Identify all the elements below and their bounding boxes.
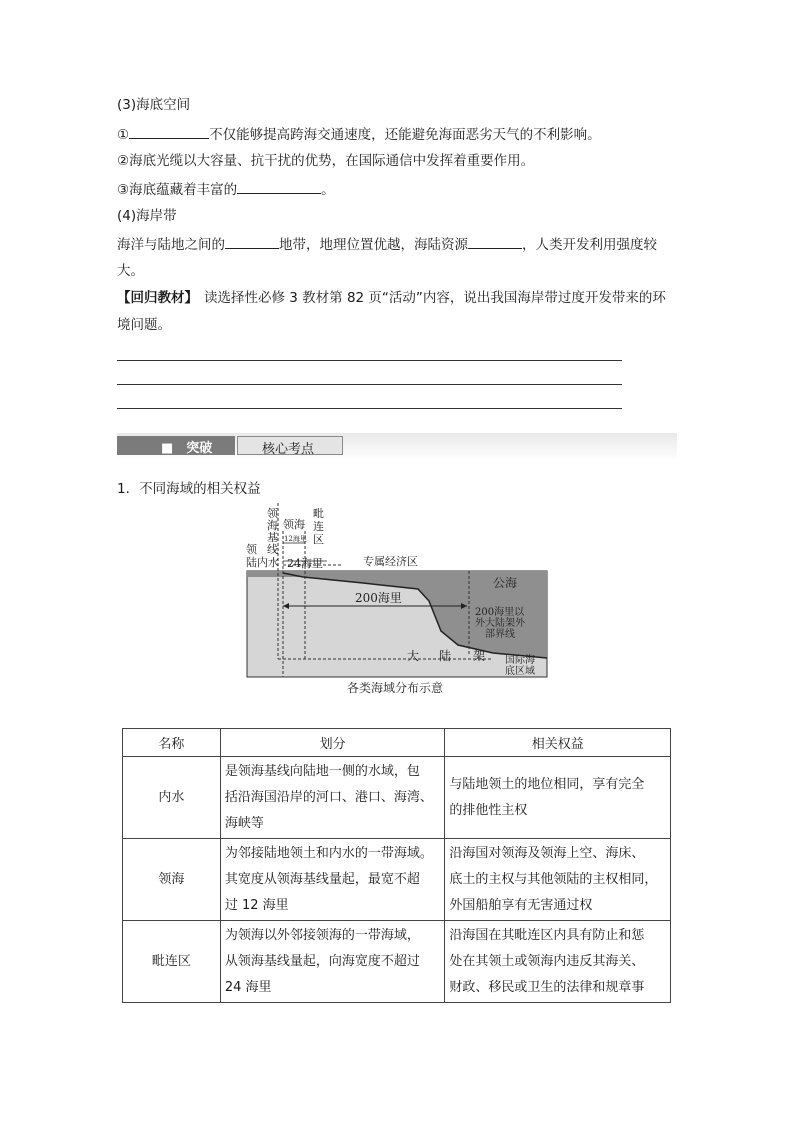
section3-item1 [117, 124, 601, 144]
cell-rights [445, 839, 671, 921]
label-baseline: 线 [267, 543, 278, 556]
section4-line2: 大。 [117, 263, 144, 279]
text-line: 沿海国对领海及领海上空、海床、 [449, 845, 645, 861]
cell-division [220, 757, 445, 839]
label-seabed-area: 底区域 [505, 666, 535, 677]
text-line: 从领海基线量起，向海宽度不超过 [224, 953, 420, 969]
fill-blank[interactable] [225, 234, 279, 249]
header-rights: 相关权益 [445, 729, 671, 757]
cell-rights [445, 921, 671, 1003]
text-line: 财政、移民或卫生的法律和规章事 [449, 979, 645, 995]
review-tag: 【回归教材】 [117, 290, 198, 306]
item1-title: 1．不同海域的相关权益 [117, 481, 261, 497]
cell-division [220, 921, 445, 1003]
sea-zones-table [122, 728, 671, 1003]
diagram-caption: 各类海域分布示意 [347, 681, 444, 695]
label-contiguous-zone: 区 [313, 533, 324, 546]
text-line: 是领海基线向陆地一侧的水域，包 [224, 763, 420, 779]
banner-left-label: ■ 突破 [161, 441, 213, 456]
label-outer-shelf: 200海里以 [475, 607, 525, 618]
cell-rights [445, 757, 671, 839]
label-continental-shelf: 架 [473, 649, 486, 663]
text-line: 为领海以外邻接领海的一带海域， [224, 927, 420, 943]
label-baseline: 海 [267, 519, 278, 532]
fill-blank[interactable] [468, 234, 522, 249]
label-eez: 专属经济区 [363, 555, 418, 568]
label-twelve-nm: 12海里 [284, 535, 307, 543]
label-two-hundred-nm: 200海里 [355, 591, 402, 605]
section3-heading: (3)海底空间 [117, 97, 191, 113]
banner-tag-dark [117, 436, 235, 455]
answer-line[interactable] [117, 360, 622, 361]
label-outer-shelf: 外大陆架外 [475, 618, 525, 629]
label-baseline: 领 [267, 507, 278, 520]
s4-text-c: ，人类开发利用强度较 [522, 237, 657, 253]
text-line: 沿海国在其毗连区内具有防止和惩 [449, 927, 645, 943]
label-land: 陆 [246, 556, 257, 569]
text-line: 其宽度从领海基线量起，最宽不超 [224, 871, 420, 887]
review-text: 读选择性必修 3 教材第 82 页“活动”内容，说出我国海岸带过度开发带来的环 [204, 290, 666, 306]
label-twenty-four-nm: 24海里 [287, 557, 323, 570]
fill-blank[interactable] [237, 179, 321, 194]
label-seabed-area: 国际海 [505, 655, 535, 666]
sea-zones-diagram [243, 503, 553, 695]
section4-line1 [117, 234, 657, 254]
text-line: 底土的主权与其他领陆的主权相同， [449, 871, 658, 887]
review-line1 [117, 289, 666, 307]
label-internal-water: 水 [268, 556, 279, 569]
text-line: 与陆地领土的地位相同，享有完全 [449, 776, 645, 792]
header-name: 名称 [123, 729, 221, 757]
review-line2: 境问题。 [117, 317, 171, 333]
section4-heading: (4)海岸带 [117, 208, 177, 224]
answer-line[interactable] [117, 384, 622, 385]
table-row [123, 839, 671, 921]
label-high-seas: 公海 [493, 576, 518, 590]
text-line: 海峡等 [224, 815, 264, 831]
label-continental-shelf: 大 [407, 649, 420, 663]
table-row [123, 921, 671, 1003]
item1-prefix: ① [117, 127, 130, 143]
text-line: 24 海里 [224, 979, 272, 995]
table-row [123, 757, 671, 839]
text-line: 为邻接陆地领土和内水的一带海域。 [224, 845, 433, 861]
section3-item3 [117, 179, 335, 199]
item3-prefix: ③海底蕴藏着丰富的 [117, 182, 238, 198]
label-contiguous-zone: 连 [313, 520, 324, 533]
label-outer-shelf: 部界线 [485, 629, 515, 640]
label-land: 领 [246, 543, 257, 556]
text-line: 外国船舶享有无害通过权 [449, 897, 593, 913]
text-line: 处在其领土或领海内违反其海关、 [449, 953, 645, 969]
section3-item2: ②海底光缆以大容量、抗干扰的优势，在国际通信中发挥着重要作用。 [117, 153, 535, 169]
text-line: 括沿海国沿岸的河口、港口、海湾、 [224, 789, 433, 805]
item1-suffix: 不仅能够提高跨海交通速度，还能避免海面恶劣天气的不利影响。 [209, 127, 601, 143]
text-line: 过 12 海里 [224, 897, 289, 913]
label-territorial-sea: 领海 [283, 518, 305, 531]
cell-name: 内水 [123, 757, 221, 839]
cell-name: 领海 [123, 839, 221, 921]
fill-blank[interactable] [129, 124, 209, 139]
label-internal-water: 内 [257, 556, 268, 569]
banner-right-label: 核心考点 [262, 442, 315, 457]
item3-suffix: 。 [321, 182, 335, 198]
label-contiguous-zone: 毗 [313, 507, 324, 520]
answer-line[interactable] [117, 408, 622, 409]
text-line: 的排他性主权 [449, 802, 528, 818]
banner-tag-light [237, 436, 343, 455]
table-header-row [123, 729, 671, 757]
cell-division [220, 839, 445, 921]
s4-text-a: 海洋与陆地之间的 [117, 237, 225, 253]
cell-name: 毗连区 [123, 921, 221, 1003]
label-continental-shelf: 陆 [439, 649, 452, 663]
label-baseline: 基 [267, 531, 278, 544]
header-division: 划分 [220, 729, 445, 757]
s4-text-b: 地带，地理位置优越，海陆资源 [279, 237, 468, 253]
